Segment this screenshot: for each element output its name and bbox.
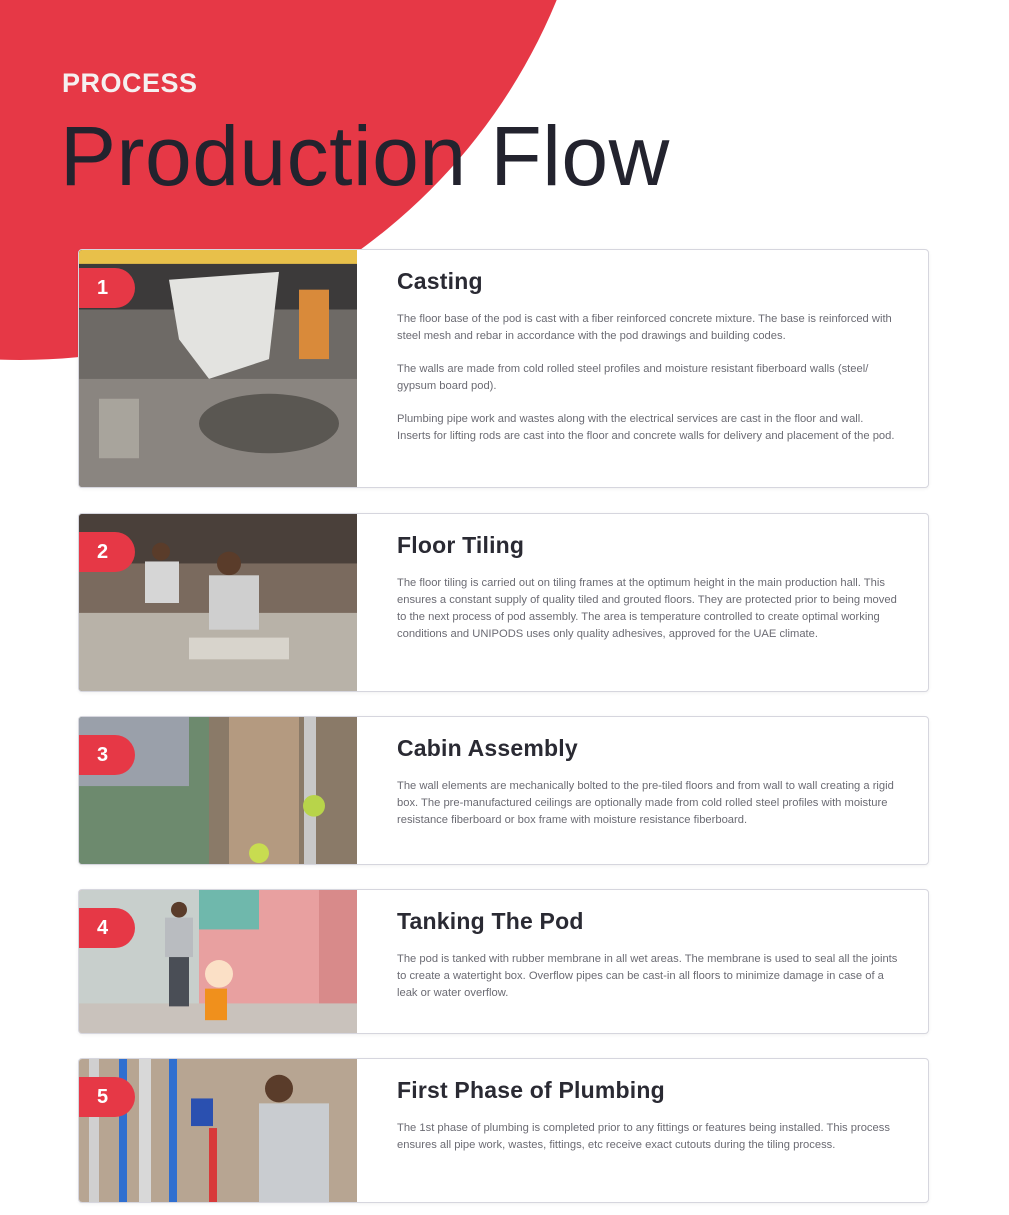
step-card-cabin-assembly <box>78 716 929 865</box>
step-title: Floor Tiling <box>397 532 525 558</box>
step-title: Casting <box>397 268 483 294</box>
section-eyebrow: PROCESS <box>62 68 198 98</box>
step-card-tanking-the-pod <box>78 889 929 1034</box>
step-paragraph: The 1st phase of plumbing is completed prior to any fittings or features being installed. This process ensures all pipe work, wastes, fittings, etc receive exact cutouts during the tiling process. <box>397 1122 890 1151</box>
step-number-badge: 5 <box>79 1077 135 1117</box>
step-card-floor-tiling <box>78 513 929 692</box>
plumbing-photo <box>79 1059 357 1202</box>
step-card-first-phase-plumbing <box>78 1058 929 1203</box>
tanking-photo <box>79 890 357 1033</box>
step-number-badge: 3 <box>79 735 135 775</box>
step-paragraph: The walls are made from cold rolled steel profiles and moisture resistant fiberboard walls (steel/ gypsum board pod). <box>397 363 869 392</box>
step-number-badge: 1 <box>79 268 135 308</box>
step-card-casting <box>78 249 929 488</box>
casting-photo <box>79 250 357 487</box>
step-paragraph: The pod is tanked with rubber membrane in all wet areas. The membrane is used to seal all the joints to create a watertight box. Overflow pipes can be cast-in all floors to minimize damage in case of a leak or water overflow. <box>397 953 898 999</box>
step-title: First Phase of Plumbing <box>397 1077 665 1103</box>
step-paragraph: The floor base of the pod is cast with a fiber reinforced concrete mixture. The base is reinforced with steel mesh and rebar in accordance with the pod drawings and building codes. <box>397 313 892 342</box>
step-title: Cabin Assembly <box>397 735 578 761</box>
step-number-badge: 4 <box>79 908 135 948</box>
cabin-assembly-photo <box>79 717 357 864</box>
floor-tiling-photo <box>79 514 357 691</box>
page-title: Production Flow <box>60 109 670 203</box>
step-title: Tanking The Pod <box>397 908 584 934</box>
step-paragraph: Plumbing pipe work and wastes along with the electrical services are cast in the floor and wall. Inserts for lifting rods are cast into the floor and concrete walls for delivery and placement of the pod. <box>397 413 895 442</box>
step-number-badge: 2 <box>79 532 135 572</box>
step-paragraph: The wall elements are mechanically bolted to the pre-tiled floors and from wall to wall creating a rigid box. The pre-manufactured ceilings are optionally made from cold rolled steel profiles with moisture resistance fiberboard or box frame with moisture resistance fiberboard. <box>397 780 894 826</box>
step-paragraph: The floor tiling is carried out on tiling frames at the optimum height in the main production hall. This ensures a constant supply of quality tiled and grouted floors. They are protected prior to being moved to the next process of pod assembly. The area is temperature controlled to create optimal working conditions and UNIPODS uses only quality adhesives, approved for the UAE climate. <box>397 577 897 640</box>
